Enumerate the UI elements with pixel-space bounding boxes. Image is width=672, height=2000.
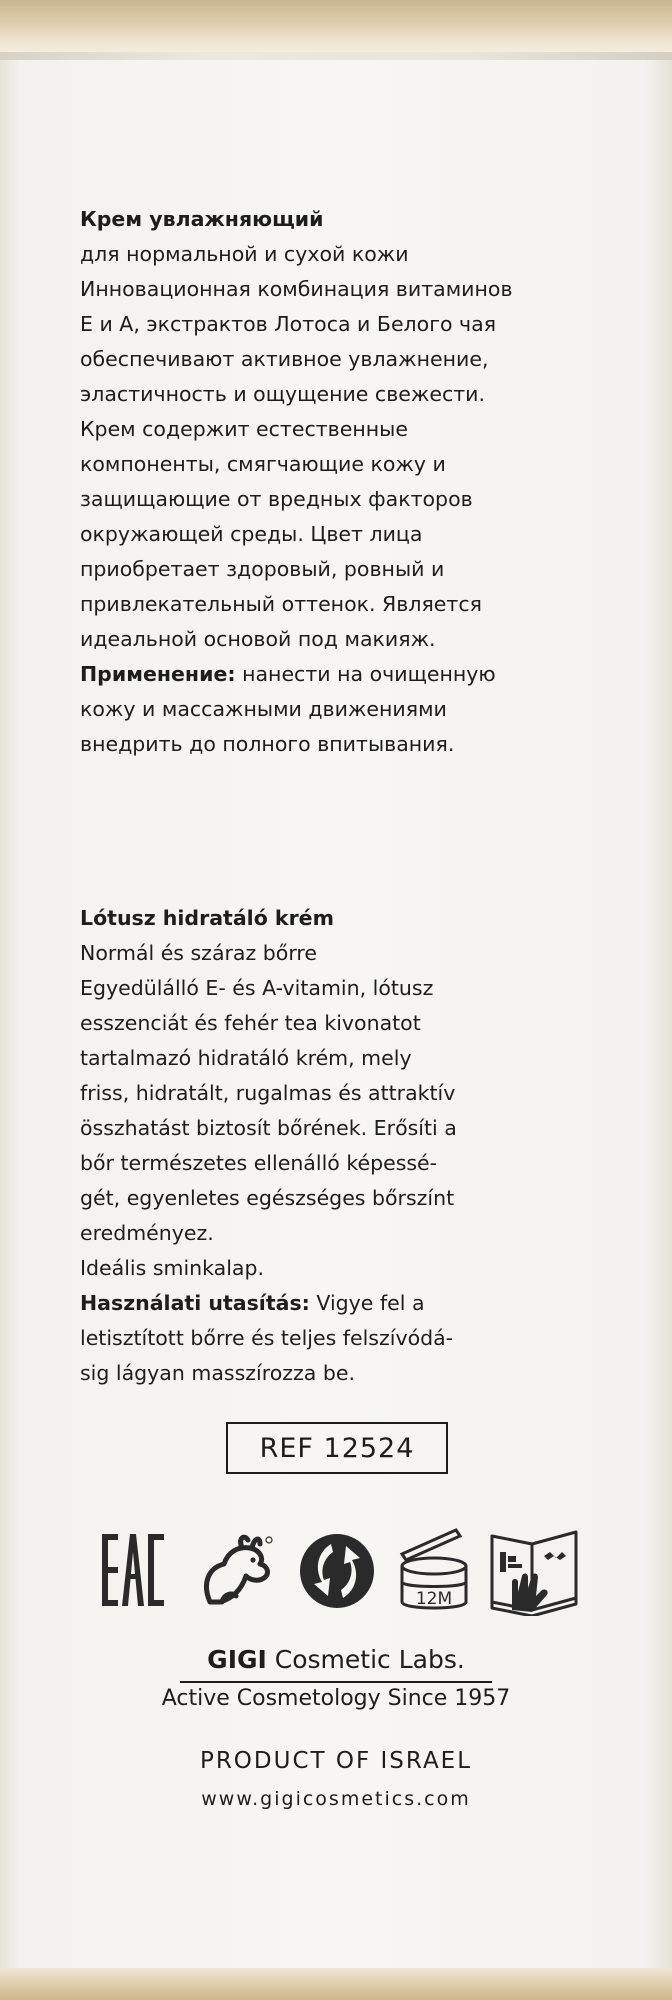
hungarian-usage-line: letisztított bőrre és teljes felszívódá- (80, 1326, 454, 1350)
hungarian-line: eredményez. (80, 1221, 214, 1245)
brand-name-rest: Cosmetic Labs. (266, 1645, 465, 1674)
russian-usage (80, 657, 580, 692)
russian-usage-text: нанести на очищенную (235, 662, 496, 686)
russian-line: окружающей среды. Цвет лица (80, 522, 423, 546)
period-after-opening-jar-icon (394, 1524, 474, 1616)
russian-line: обеспечивают активное увлажнение, (80, 347, 489, 371)
brand-name (0, 1645, 672, 1674)
russian-usage-label: Применение: (80, 662, 236, 686)
eac-label: EAC (98, 1528, 100, 1529)
russian-line: защищающие от вредных факторов (80, 487, 473, 511)
russian-line: привлекательный оттенок. Является (80, 592, 482, 616)
russian-description (80, 202, 580, 762)
brand-tagline: Active Cosmetology Since 1957 (161, 1686, 511, 1711)
read-instructions-booklet-icon (488, 1526, 580, 1616)
russian-line: приобретает здоровый, ровный и (80, 557, 445, 581)
russian-line: компоненты, смягчающие кожу и (80, 452, 446, 476)
hungarian-usage (80, 1286, 580, 1321)
hungarian-line: Egyedülálló E- és A-vitamin, lótusz (80, 976, 434, 1000)
russian-line: эластичность и ощущение свежести. (80, 382, 486, 406)
hungarian-line: bőr természetes ellenálló képessé- (80, 1151, 438, 1175)
hungarian-line: Normál és száraz bőrre (80, 941, 317, 965)
ref-number: REF 12524 (259, 1432, 415, 1464)
hungarian-description (80, 901, 580, 1391)
ref-number-box (226, 1422, 448, 1474)
green-dot-recycle-icon (298, 1532, 376, 1610)
hungarian-title: Lótusz hidratáló krém (80, 906, 334, 930)
russian-usage-line: кожу и массажными движениями (80, 697, 447, 721)
website-link: www.gigicosmetics.com (201, 1788, 471, 1810)
russian-line: Крем содержит естественные (80, 417, 408, 441)
russian-line: Инновационная комбинация витаминов (80, 277, 513, 301)
product-origin: PRODUCT OF ISRAEL (199, 1748, 473, 1774)
shelf-life-label: 12M (415, 1589, 453, 1609)
russian-line: идеальной основой под макияж. (80, 627, 436, 651)
hungarian-line: tartalmazó hidratáló krém, mely (80, 1046, 412, 1070)
russian-line: Е и А, экстрактов Лотоса и Белого чая (80, 312, 497, 336)
russian-usage-line: внедрить до полного впитывания. (80, 732, 455, 756)
brand-divider (180, 1681, 492, 1683)
eac-mark-icon (98, 1528, 168, 1612)
hungarian-line: gét, egyenletes egészséges bőrszínt (80, 1186, 455, 1210)
hungarian-line: összhatást biztosít bőrének. Erősíti a (80, 1116, 457, 1140)
russian-title: Крем увлажняющий (80, 207, 324, 231)
hungarian-line: friss, hidratált, rugalmas és attraktív (80, 1081, 456, 1105)
box-top-flap (0, 0, 672, 58)
hungarian-usage-line: sig lágyan masszírozza be. (80, 1361, 355, 1385)
russian-line: для нормальной и сухой кожи (80, 242, 409, 266)
box-bottom-flap (0, 1968, 672, 2000)
hungarian-usage-label: Használati utasítás: (80, 1291, 310, 1315)
packaging-symbols (98, 1520, 578, 1620)
hungarian-usage-text: Vigye fel a (309, 1291, 425, 1315)
hungarian-line: Ideális sminkalap. (80, 1256, 265, 1280)
brand-name-bold: GIGI (207, 1645, 267, 1674)
cruelty-free-rabbit-icon (198, 1532, 274, 1610)
hungarian-line: esszenciát és fehér tea kivonatot (80, 1011, 421, 1035)
